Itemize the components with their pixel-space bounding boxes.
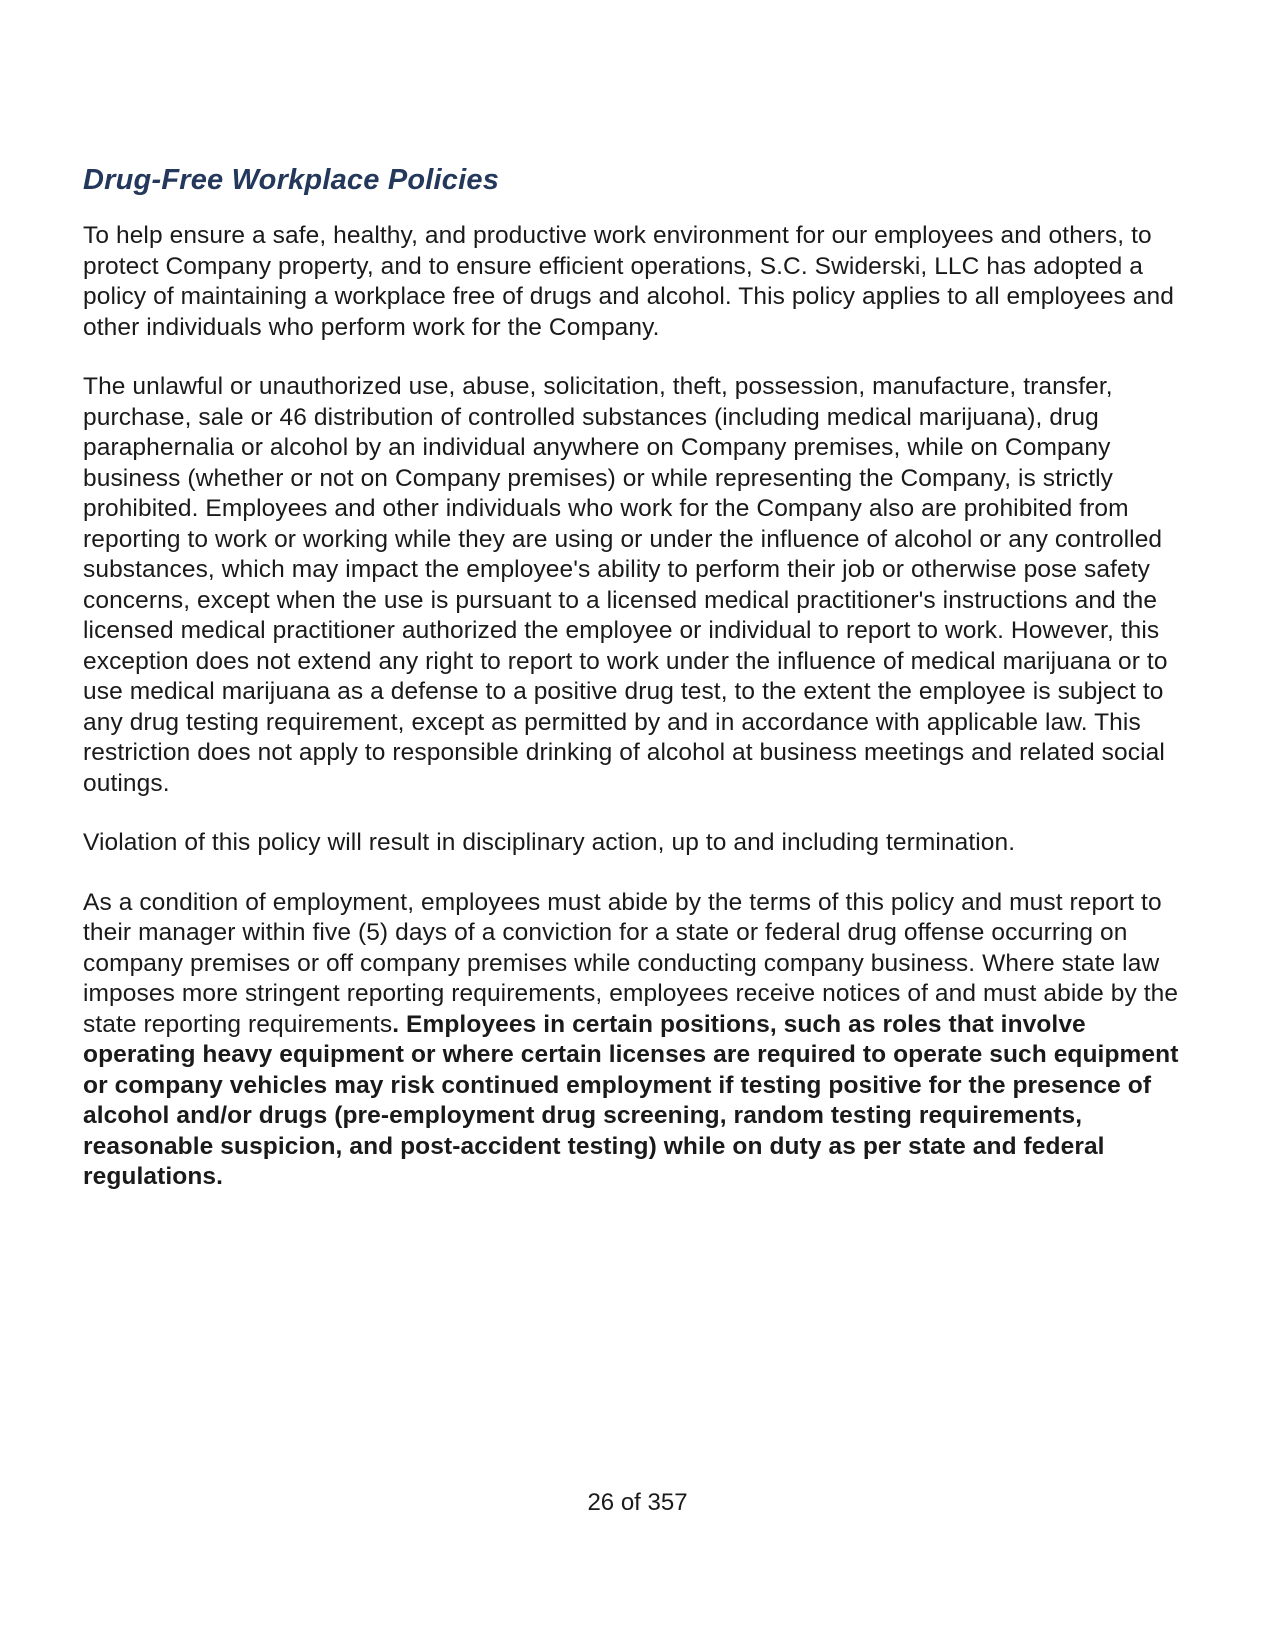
paragraph-prohibitions: The unlawful or unauthorized use, abuse, solicitation, theft, possession, manufacture, transfer, purchase, sale or 46 distribution of controlled substances (including medical marijuana), drug paraphernalia or alcohol by an individual anywhere on Company premises, while on Company business (whether or not on Company premises) or while representing the Company, is strictly prohibited. Employees and other individuals who work for the Company also are prohibited from reporting to work or working while they are using or under the influence of alcohol or any controlled substances, which may impact the employee's ability to perform their job or otherwise pose safety concerns, except when the use is pursuant to a licensed medical practitioner's instructions and the licensed medical practitioner authorized the employee or individual to report to work. However, this exception does not extend any right to report to work under the influence of medical marijuana or to use medical marijuana as a defense to a positive drug test, to the extent the employee is subject to any drug testing requirement, except as permitted by and in accordance with applicable law. This restriction does not apply to responsible drinking of alcohol at business meetings and related social outings. xyxy=(83,373,1168,797)
page-title: Drug-Free Workplace Policies xyxy=(83,164,500,196)
document-body xyxy=(83,160,1198,1193)
paragraph-conditions-bold-text: . Employees in certain positions, such as roles that involve operating heavy equipment or where certain licenses are required to operate such equipment or company vehicles may risk continued employment if testing positive for the presence of alcohol and/or drugs (pre-employment drug screening, random testing requirements, reasonable suspicion, and post-accident testing) while on duty as per state and federal regulations. xyxy=(83,1010,1179,1190)
paragraph-intro: To help ensure a safe, healthy, and productive work environment for our employees and others, to protect Company property, and to ensure efficient operations, S.C. Swiderski, LLC has adopted a policy of maintaining a workplace free of drugs and alcohol. This policy applies to all employees and other individuals who perform work for the Company. xyxy=(83,222,1174,341)
paragraph-conditions-text: As a condition of employment, employees must abide by the terms of this policy and must report to their manager within five (5) days of a conviction for a state or federal drug offense occurring on company premises or off company premises while conducting company business. Where state law imposes more stringent reporting requirements, employees receive notices of and must abide by the state reporting requirements xyxy=(83,888,1179,1038)
paragraph-conditions xyxy=(83,888,1198,1193)
page-number: 26 of 357 xyxy=(587,1489,688,1516)
paragraph-violation: Violation of this policy will result in disciplinary action, up to and including termination. xyxy=(83,829,1016,856)
